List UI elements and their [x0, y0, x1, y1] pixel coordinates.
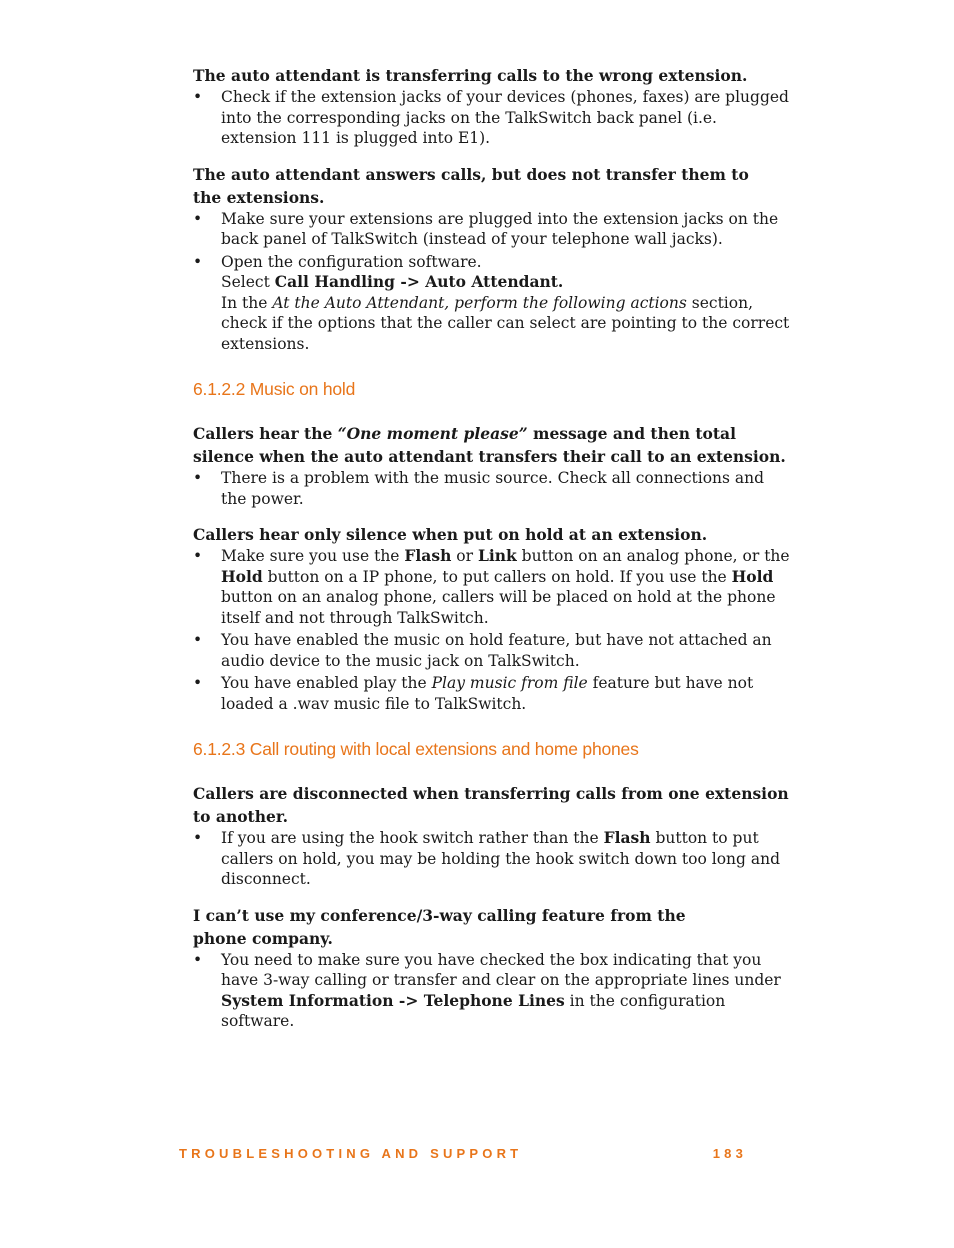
bullet-icon: • — [193, 209, 203, 228]
bullet-icon: • — [193, 547, 203, 565]
list-item: • If you are using the hook switch rather than the Flash button to put callers on hold, you may be holding the hook switch down too long and disconnect. — [193, 828, 781, 888]
section-heading-call-routing: 6.1.2.3 Call routing with local extensions and home phones — [193, 739, 639, 759]
question-silence-on-hold: Callers hear only silence when put on hold at an extension. — [193, 525, 708, 544]
list-item: • There is a problem with the music source. Check all connections and the power. — [193, 469, 765, 508]
answer-list — [193, 546, 793, 714]
section-heading-music-on-hold: 6.1.2.2 Music on hold — [193, 379, 356, 399]
list-item: • Check if the extension jacks of your devices (phones, faxes) are plugged into the corresponding jacks on the TalkSwitch back panel (i.e. extension 111 is plugged into E1). — [193, 88, 789, 147]
question-no-transfer: The auto attendant answers calls, but does not transfer them to the extensions. — [193, 164, 749, 207]
list-item: • Open the configuration software. Select Call Handling -> Auto Attendant. In the At the Auto Attendant, perform the following actions section, check if the options that the caller can select are pointing to the correct extensions. — [193, 252, 790, 353]
list-item: • You have enabled play the Play music from file feature but have not loaded a .wav music file to TalkSwitch. — [193, 674, 754, 713]
list-item: • You need to make sure you have checked the box indicating that you have 3-way calling or transfer and clear on the appropriate lines under System Information -> Telephone Lines in the configuration software. — [193, 950, 781, 1030]
list-item: • Make sure your extensions are plugged into the extension jacks on the back panel of TalkSwitch (instead of your telephone wall jacks). — [193, 209, 779, 248]
page-footer — [179, 1146, 747, 1161]
bullet-icon: • — [193, 631, 203, 649]
question-wrong-extension: The auto attendant is transferring calls to the wrong extension. — [193, 66, 748, 85]
answer-list — [193, 468, 793, 509]
bullet-icon: • — [193, 469, 203, 487]
bullet-icon: • — [193, 950, 203, 969]
bullet-icon: • — [193, 829, 203, 847]
list-item: • You have enabled the music on hold feature, but have not attached an audio device to the music jack on TalkSwitch. — [193, 631, 772, 670]
bullet-icon: • — [193, 674, 203, 692]
page-number: 183 — [712, 1146, 747, 1161]
footer-section-title: TROUBLESHOOTING AND SUPPORT — [179, 1146, 523, 1161]
page-content — [193, 64, 793, 1034]
question-disconnected-transfer: Callers are disconnected when transferring calls from one extension to another. — [193, 784, 789, 826]
answer-list — [193, 209, 793, 355]
answer-list — [193, 828, 793, 890]
bullet-icon: • — [193, 88, 203, 106]
question-one-moment-please: Callers hear the “One moment please” message and then total silence when the auto attendant transfers their call to an extension. — [193, 424, 786, 466]
question-conference-calling: I can’t use my conference/3-way calling feature from the phone company. — [193, 905, 686, 948]
answer-list — [193, 87, 793, 149]
list-item: • Make sure you use the Flash or Link button on an analog phone, or the Hold button on a IP phone, to put callers on hold. If you use the Hold button on an analog phone, callers will be placed on hold at the phone itself and not through TalkSwitch. — [193, 546, 790, 627]
bullet-icon: • — [193, 252, 203, 271]
answer-list — [193, 950, 793, 1032]
